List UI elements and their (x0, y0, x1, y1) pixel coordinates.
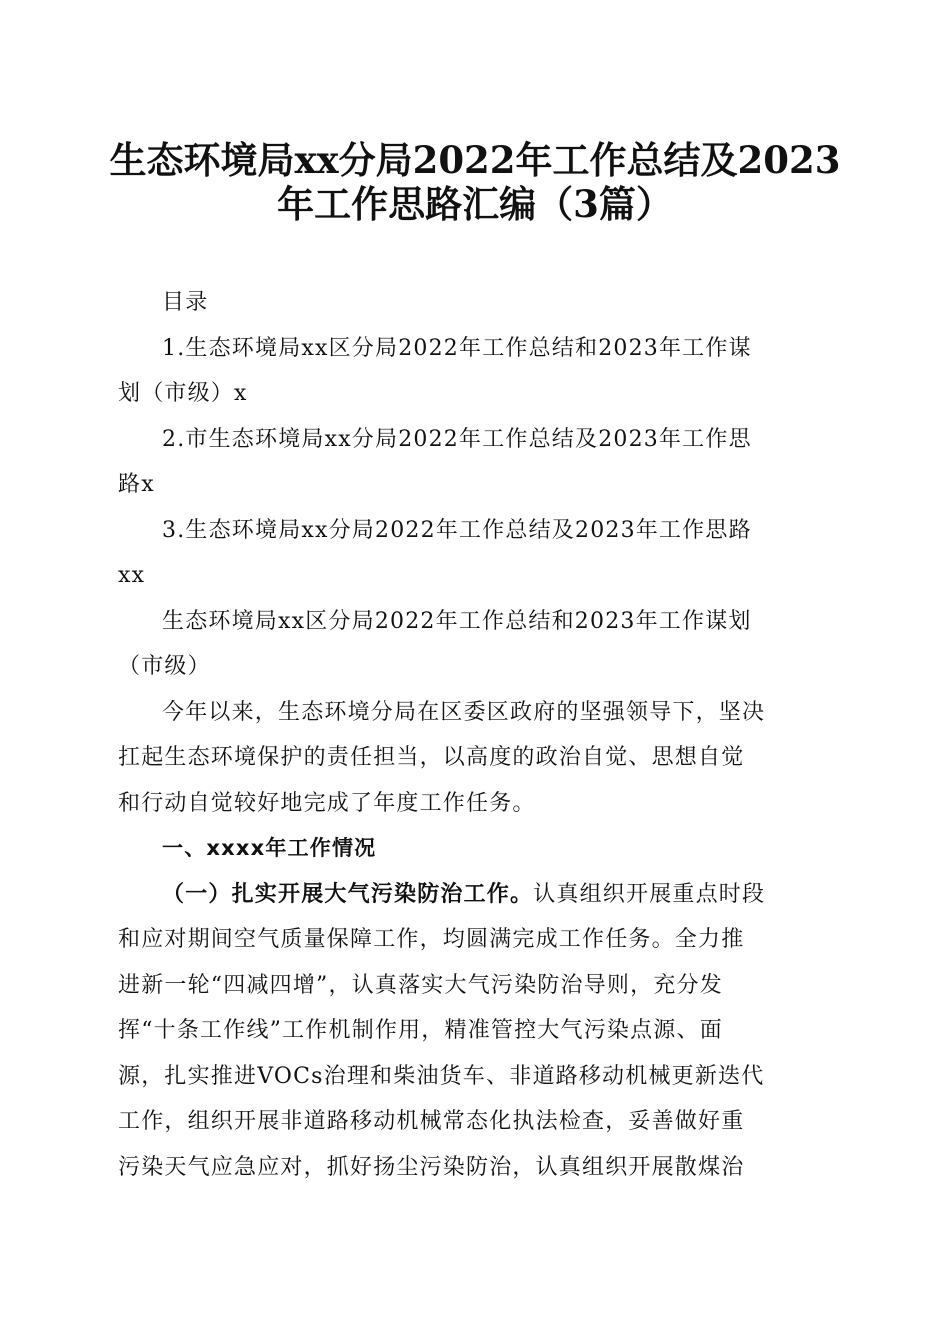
section-1-heading: 一、xxxx年工作情况 (162, 836, 377, 860)
para-1-line-1-rest: 认真组织开展重点时段 (533, 881, 766, 907)
intro-line-1: 今年以来，生态环境分局在区委区政府的坚强领导下，坚决 (162, 699, 766, 725)
toc-item-2-line-1[interactable]: 2.市生态环境局xx分局2022年工作总结及2023年工作思 (162, 426, 752, 452)
para-1-line-4: 挥“十条工作线”工作机制作用，精准管控大气污染点源、面 (118, 1018, 723, 1043)
intro-line-3: 和行动自觉较好地完成了年度工作任务。 (118, 790, 536, 816)
toc-item-2-line-2[interactable]: 路x (118, 472, 155, 497)
article-title-line-1: 生态环境局xx区分局2022年工作总结和2023年工作谋划 (162, 608, 752, 634)
title-line-1: 生态环境局xx分局2022年工作总结及2023 (109, 138, 841, 182)
toc-item-3-line-2[interactable]: xx (118, 563, 146, 588)
document-title (100, 138, 850, 226)
toc-item-1-line-1[interactable]: 1.生态环境局xx区分局2022年工作总结和2023年工作谋 (162, 335, 752, 361)
para-1-line-5: 源，扎实推进VOCs治理和柴油货车、非道路移动机械更新迭代 (118, 1063, 765, 1089)
toc-heading: 目录 (162, 290, 209, 315)
para-1-line-6: 工作，组织开展非道路移动机械常态化执法检查，妥善做好重 (118, 1109, 745, 1134)
para-1-line-1 (118, 872, 822, 918)
title-line-2: 年工作思路汇编（3篇） (277, 182, 673, 226)
para-1-line-2: 和应对期间空气质量保障工作，均圆满完成工作任务。全力推 (118, 927, 745, 952)
toc-item-1-line-2[interactable]: 划（市级）x (118, 381, 248, 406)
para-1-line-7: 污染天气应急应对，抓好扬尘污染防治，认真组织开展散煤治 (118, 1154, 745, 1180)
toc-item-3-line-1[interactable]: 3.生态环境局xx分局2022年工作总结及2023年工作思路 (162, 517, 752, 543)
article-title-line-2: （市级） (118, 654, 211, 679)
document-body (118, 280, 822, 1190)
para-1-lead: （一）扎实开展大气污染防治工作。 (162, 880, 534, 907)
intro-line-2: 扛起生态环境保护的责任担当，以高度的政治自觉、思想自觉 (118, 745, 745, 770)
para-1-line-3: 进新一轮“四减四增”，认真落实大气污染防治导则，充分发 (118, 972, 723, 998)
